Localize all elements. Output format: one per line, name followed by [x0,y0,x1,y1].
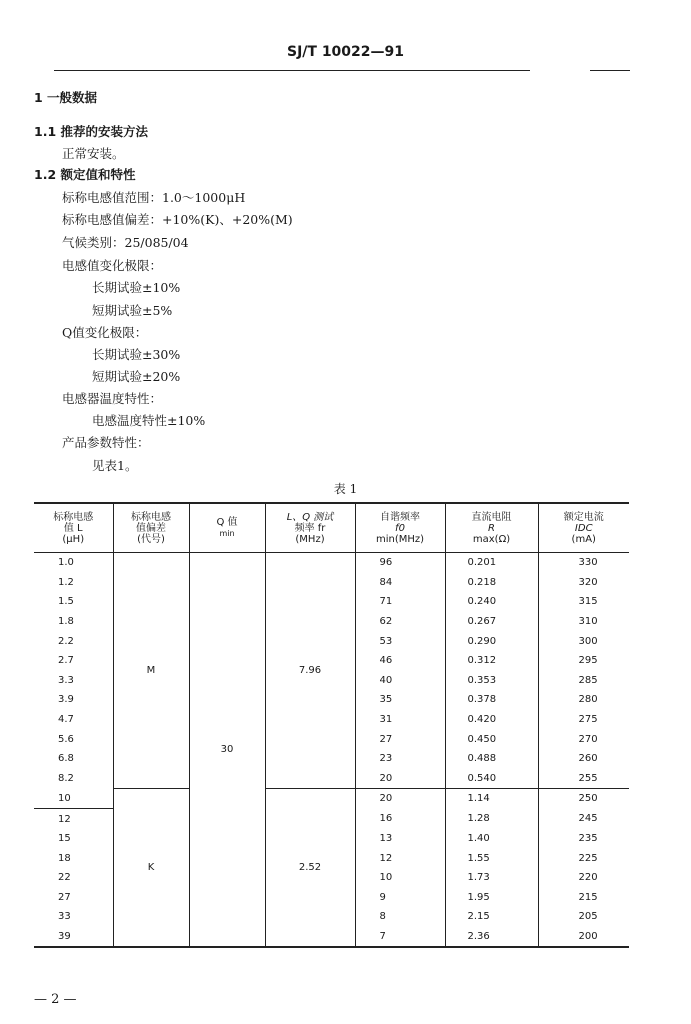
spec-line: 长期试验±30% [92,347,181,362]
spec-line: 电感值变化极限： [62,258,163,273]
col-header-self-resonant: 自谐频率 f0 min(MHz) [355,503,445,553]
page-number: — 2 — [34,992,77,1007]
table-row: 3.9 35 0.378 280 [34,690,629,710]
section-heading: 1 一般数据 [34,90,98,105]
col-header-inductance: 标称电感 值 L (μH) [34,503,113,553]
col-header-rated-current: 额定电流 IDC (mA) [538,503,629,553]
table-row: 18 12 1.55 225 [34,848,629,868]
table-row: 1.2 84 0.218 320 [34,573,629,593]
table-row: 2.2 53 0.290 300 [34,631,629,651]
subsection-1-1-text: 正常安装。 [62,146,125,161]
parameter-table [34,502,629,948]
table-row: 3.3 40 0.353 285 [34,671,629,691]
table-row: 27 9 1.95 215 [34,888,629,908]
table-caption: 表 1 [333,482,358,496]
table-row: 1.5 71 0.240 315 [34,592,629,612]
col-header-tolerance: 标称电感 值偏差 (代号) [113,503,189,553]
col-header-q: Q 值 min [189,503,265,553]
spec-line: 标称电感值偏差：+10%(K)、+20%(M) [62,212,293,227]
freq-low-cell: 2.52 [265,789,355,948]
table-row: 33 8 2.15 205 [34,907,629,927]
tolerance-m-cell: M [113,553,189,789]
header-rule [54,70,530,71]
table-row: 10 K 2.52 20 1.14 250 [34,789,629,809]
col-header-test-frequency: L、Q 测试 频率 fr (MHz) [265,503,355,553]
table-row: 6.8 23 0.488 260 [34,749,629,769]
header-rule-right [590,70,630,71]
table-row: 12 16 1.28 245 [34,809,629,829]
spec-line: 电感器温度特性： [62,391,163,406]
standard-header: SJ/T 10022—91 [286,44,405,60]
table-row: 15 13 1.40 235 [34,829,629,849]
table-row: 8.2 20 0.540 255 [34,769,629,789]
spec-line: 短期试验±5% [92,303,173,318]
table-row: 1.0 M 30 7.96 96 0.201 330 [34,553,629,573]
table-row: 5.6 27 0.450 270 [34,729,629,749]
table-row: 22 10 1.73 220 [34,868,629,888]
spec-line: 短期试验±20% [92,369,181,384]
spec-line: 产品参数特性： [62,435,150,450]
table-row: 4.7 31 0.420 275 [34,710,629,730]
spec-line: 标称电感值范围：1.0～1000μH [62,190,246,205]
spec-line: 气候类别：25/085/04 [62,235,189,250]
table-header-row [34,503,629,553]
q-value-cell: 30 [189,553,265,948]
table-row: 1.8 62 0.267 310 [34,612,629,632]
spec-line: Q值变化极限： [62,325,148,340]
col-header-dc-resistance: 直流电阻 R max(Ω) [445,503,538,553]
table-row: 2.7 46 0.312 295 [34,651,629,671]
freq-high-cell: 7.96 [265,553,355,789]
subsection-1-2-title: 1.2 额定值和特性 [34,167,136,182]
spec-line: 长期试验±10% [92,280,181,295]
table-row: 39 7 2.36 200 [34,927,629,948]
tolerance-k-cell: K [113,789,189,948]
spec-line: 见表1。 [92,458,138,473]
subsection-1-1-title: 1.1 推荐的安装方法 [34,124,148,139]
spec-line: 电感温度特性±10% [92,413,206,428]
